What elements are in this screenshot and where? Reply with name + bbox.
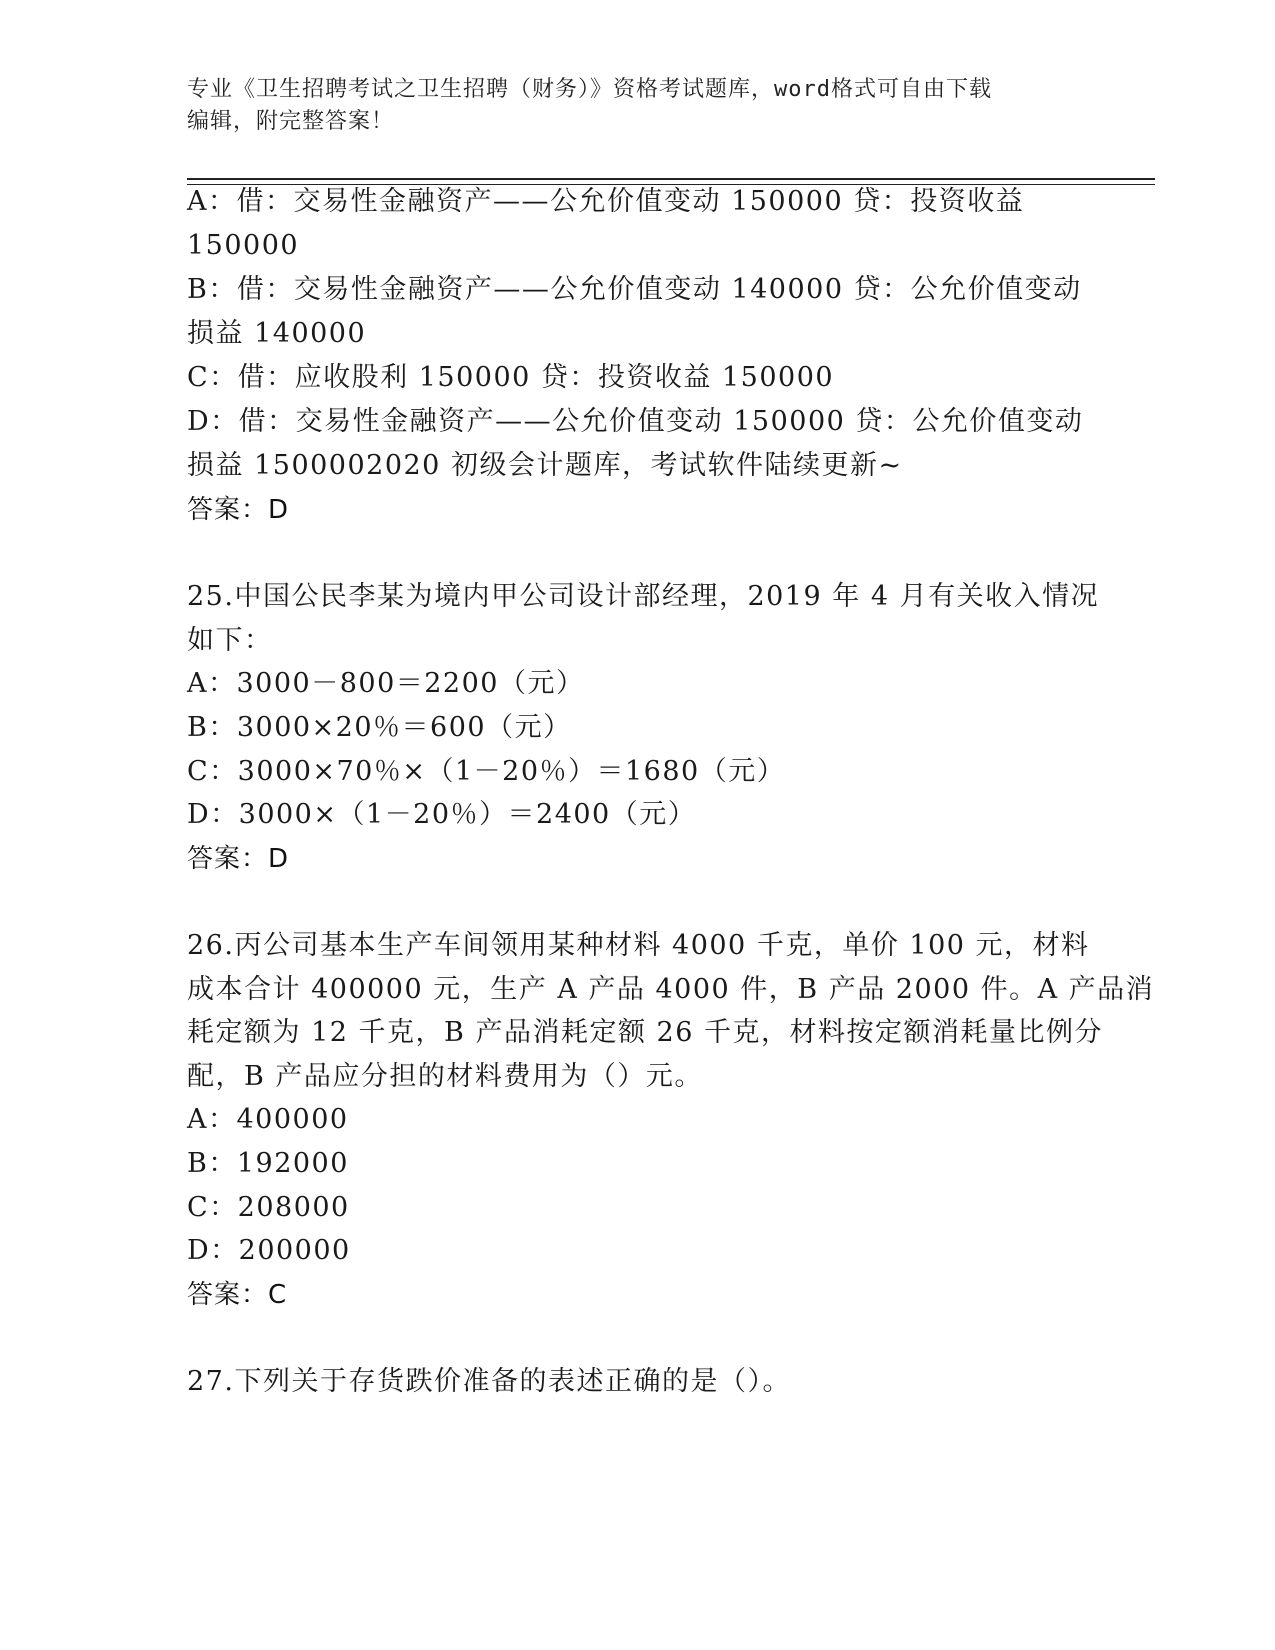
- header-divider-thick: [187, 178, 1155, 180]
- q25-option-c: C：3000×70％×（1－20％）＝1680（元）: [187, 756, 786, 787]
- q26-stem-line-2: 成本合计 400000 元，生产 A 产品 4000 件，B 产品 2000 件。A 产品消: [187, 974, 1155, 1005]
- header-line-2: 编辑，附完整答案！: [187, 109, 395, 134]
- q26-option-c: C：208000: [187, 1192, 350, 1223]
- q25-answer: 答案：D: [187, 844, 290, 874]
- q24-option-a-line-2: 150000: [187, 230, 300, 261]
- q24-option-a-line-1: A：借：交易性金融资产——公允价值变动 150000 贷：投资收益: [187, 186, 1025, 217]
- q27-stem-line-1: 27.下列关于存货跌价准备的表述正确的是（）。: [187, 1366, 791, 1397]
- q26-stem-line-4: 配，B 产品应分担的材料费用为（）元。: [187, 1061, 703, 1092]
- q24-option-d-line-1: D：借：交易性金融资产——公允价值变动 150000 贷：公允价值变动: [187, 406, 1084, 437]
- q26-stem-line-3: 耗定额为 12 千克，B 产品消耗定额 26 千克，材料按定额消耗量比例分: [187, 1017, 1103, 1048]
- q25-stem-line-1: 25.中国公民李某为境内甲公司设计部经理，2019 年 4 月有关收入情况: [187, 581, 1100, 612]
- q26-option-d: D：200000: [187, 1235, 351, 1266]
- q25-option-d: D：3000×（1－20％）＝2400（元）: [187, 799, 697, 830]
- q24-answer: 答案：D: [187, 495, 290, 525]
- header-line-1: 专业《卫生招聘考试之卫生招聘（财务）》资格考试题库，word格式可自由下载: [187, 77, 992, 102]
- q26-stem-line-1: 26.丙公司基本生产车间领用某种材料 4000 千克，单价 100 元，材料: [187, 930, 1090, 961]
- q24-option-b-line-2: 损益 140000: [187, 318, 367, 349]
- q25-option-b: B：3000×20％＝600（元）: [187, 712, 572, 743]
- q26-answer: 答案：C: [187, 1280, 288, 1310]
- q24-option-c: C：借：应收股利 150000 贷：投资收益 150000: [187, 362, 835, 393]
- q26-option-a: A：400000: [187, 1104, 349, 1135]
- q26-option-b: B：192000: [187, 1148, 349, 1179]
- q25-option-a: A：3000－800＝2200（元）: [187, 668, 585, 699]
- document-header: [187, 74, 1067, 138]
- q24-option-d-line-2: 损益 1500002020 初级会计题库，考试软件陆续更新~: [187, 450, 903, 481]
- q24-option-b-line-1: B：借：交易性金融资产——公允价值变动 140000 贷：公允价值变动: [187, 274, 1082, 305]
- q25-stem-line-2: 如下：: [187, 625, 273, 656]
